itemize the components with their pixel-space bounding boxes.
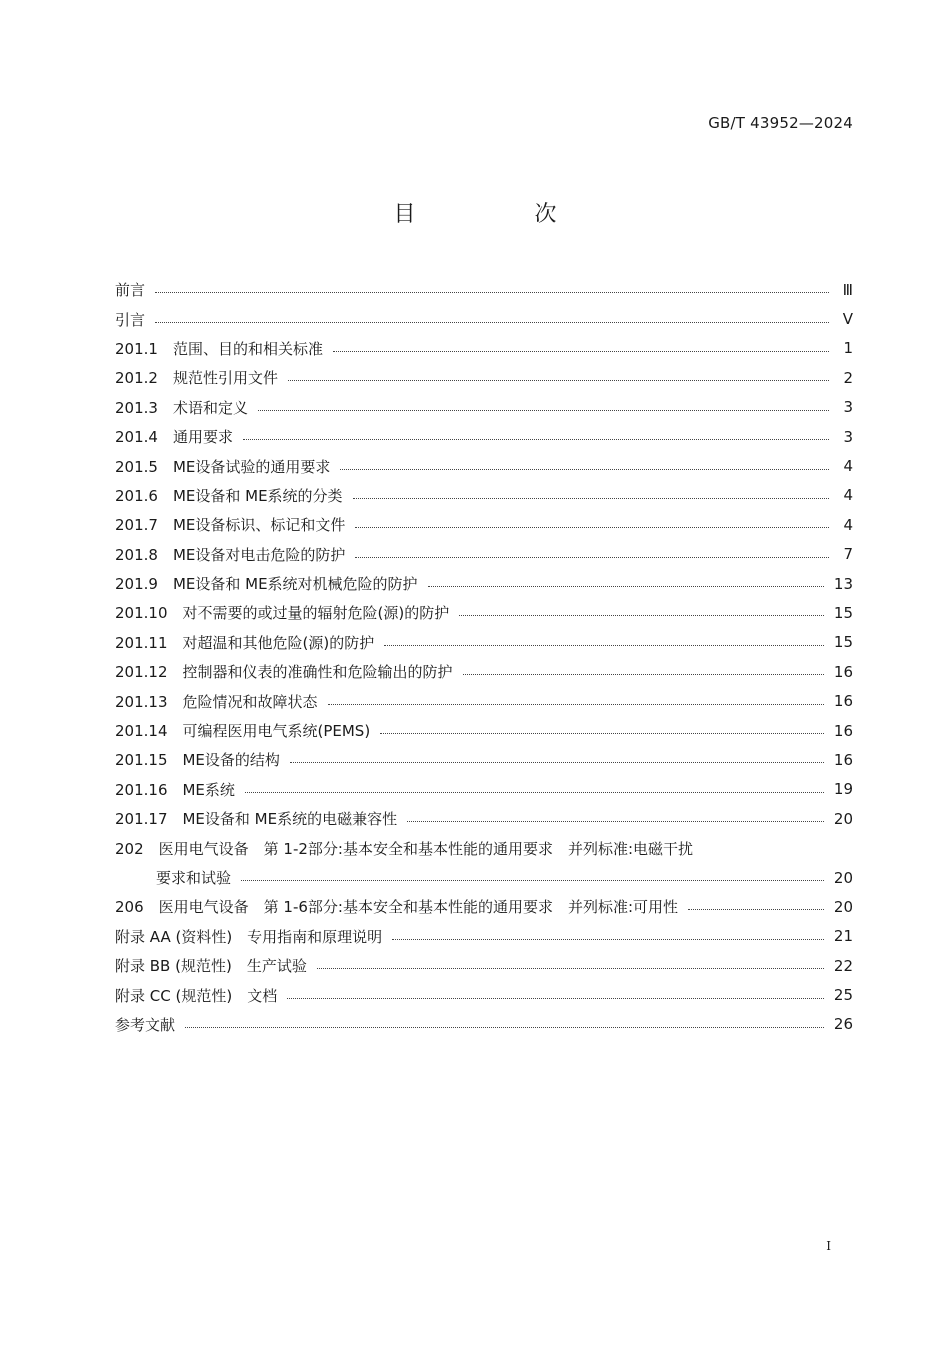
toc-title: 目 次: [393, 202, 613, 227]
toc-entry-page: 20: [833, 897, 853, 916]
dot-leader: [243, 439, 829, 440]
toc-entry-page: 15: [833, 633, 853, 652]
dot-leader: [288, 380, 829, 381]
dot-leader: [245, 792, 824, 793]
toc-entry-page: Ⅴ: [842, 310, 853, 329]
toc-entry[interactable]: [115, 628, 853, 657]
dot-leader: [317, 968, 824, 969]
toc-entry-label: 202 医用电气设备 第 1-2部分:基本安全和基本性能的通用要求 并列标准:电磁干扰: [115, 839, 694, 858]
toc-entry-page: 16: [833, 662, 853, 681]
toc-entry-label: 201.17 ME设备和 ME系统的电磁兼容性: [115, 810, 398, 829]
toc-entry-label: 201.10 对不需要的或过量的辐射危险(源)的防护: [115, 604, 450, 623]
toc-entry-page: 20: [833, 809, 853, 828]
toc-entry[interactable]: [115, 863, 853, 892]
toc-entry-page: 26: [833, 1015, 853, 1034]
toc-entry-label: 附录 CC (规范性) 文档: [115, 986, 278, 1005]
toc-entry-page: 15: [833, 603, 853, 622]
toc-entry[interactable]: [115, 393, 853, 422]
toc-entry[interactable]: [115, 892, 853, 921]
dot-leader: [384, 645, 824, 646]
dot-leader: [328, 704, 824, 705]
toc-entry[interactable]: [115, 922, 853, 951]
toc-entry-page: 7: [843, 545, 853, 564]
toc-entry-label: 参考文献: [115, 1015, 176, 1034]
toc-entry[interactable]: [115, 833, 853, 862]
toc-entry-page: 4: [843, 457, 853, 476]
dot-leader: [428, 586, 824, 587]
toc-entry-label: 要求和试验: [156, 869, 232, 887]
toc-entry-page: 4: [843, 486, 853, 505]
toc-entry-label: 201.14 可编程医用电气系统(PEMS): [115, 722, 371, 741]
toc-entry[interactable]: [115, 569, 853, 598]
toc-entry-label: 201.4 通用要求: [115, 428, 233, 447]
toc-entry-page: 1: [843, 339, 853, 358]
toc-entry[interactable]: [115, 657, 853, 686]
toc-entry[interactable]: [115, 804, 853, 833]
toc-entry-label: 201.15 ME设备的结构: [115, 751, 280, 770]
table-of-contents: [115, 275, 853, 1039]
toc-entry-page: 16: [833, 721, 853, 740]
dot-leader: [155, 322, 829, 323]
toc-entry-label: 201.1 范围、目的和相关标准: [115, 339, 323, 358]
toc-entry-label: 前言: [115, 281, 146, 300]
toc-entry-page: 2: [843, 368, 853, 387]
dot-leader: [340, 469, 829, 470]
toc-entry[interactable]: [115, 598, 853, 627]
dot-leader: [688, 909, 824, 910]
toc-entry-label: 附录 BB (规范性) 生产试验: [115, 957, 307, 976]
toc-entry[interactable]: [115, 745, 853, 774]
dot-leader: [290, 762, 824, 763]
toc-entry-label: 201.6 ME设备和 ME系统的分类: [115, 486, 343, 505]
dot-leader: [355, 527, 829, 528]
toc-entry-page: 3: [843, 427, 853, 446]
dot-leader: [459, 615, 824, 616]
toc-entry[interactable]: [115, 275, 853, 304]
toc-entry-page: Ⅲ: [842, 280, 853, 299]
toc-entry-page: 25: [833, 986, 853, 1005]
toc-entry-label: 201.5 ME设备试验的通用要求: [115, 457, 331, 476]
dot-leader: [185, 1027, 824, 1028]
toc-entry-label: 201.7 ME设备标识、标记和文件: [115, 516, 346, 535]
standard-number: GB/T 43952—2024: [708, 114, 853, 132]
dot-leader: [392, 939, 824, 940]
toc-entry[interactable]: [115, 451, 853, 480]
toc-entry-page: 4: [843, 515, 853, 534]
toc-entry-page: 16: [833, 692, 853, 711]
toc-entry-page: 3: [843, 398, 853, 417]
toc-entry-label: 引言: [115, 310, 146, 329]
toc-entry-page: 16: [833, 750, 853, 769]
dot-leader: [463, 674, 824, 675]
dot-leader: [155, 292, 829, 293]
toc-entry[interactable]: [115, 951, 853, 980]
toc-entry-page: 22: [833, 956, 853, 975]
toc-entry-page: 20: [833, 868, 853, 887]
dot-leader: [258, 410, 829, 411]
toc-entry[interactable]: [115, 481, 853, 510]
toc-entry-label: 201.9 ME设备和 ME系统对机械危险的防护: [115, 575, 418, 594]
dot-leader: [353, 498, 829, 499]
toc-entry[interactable]: [115, 686, 853, 715]
toc-entry[interactable]: [115, 363, 853, 392]
dot-leader: [407, 821, 824, 822]
dot-leader: [333, 351, 829, 352]
toc-entry-page: 19: [833, 780, 853, 799]
dot-leader: [287, 998, 824, 999]
toc-entry-label: 201.8 ME设备对电击危险的防护: [115, 545, 346, 564]
toc-entry[interactable]: [115, 775, 853, 804]
toc-entry[interactable]: [115, 334, 853, 363]
toc-entry-page: 21: [833, 927, 853, 946]
dot-leader: [241, 880, 824, 881]
footer-page-number: I: [826, 1239, 831, 1253]
toc-entry[interactable]: [115, 716, 853, 745]
toc-entry-page: 13: [833, 574, 853, 593]
toc-entry-label: 201.2 规范性引用文件: [115, 369, 278, 388]
toc-entry-label: 201.16 ME系统: [115, 780, 235, 799]
dot-leader: [355, 557, 829, 558]
toc-entry-label: 201.3 术语和定义: [115, 398, 248, 417]
toc-entry[interactable]: [115, 1010, 853, 1039]
toc-entry-label: 201.13 危险情况和故障状态: [115, 692, 318, 711]
toc-entry[interactable]: [115, 980, 853, 1009]
toc-entry[interactable]: [115, 540, 853, 569]
toc-entry[interactable]: [115, 304, 853, 333]
dot-leader: [380, 733, 824, 734]
toc-entry-label: 201.12 控制器和仪表的准确性和危险输出的防护: [115, 663, 453, 682]
toc-entry[interactable]: [115, 422, 853, 451]
toc-entry[interactable]: [115, 510, 853, 539]
toc-entry-label: 201.11 对超温和其他危险(源)的防护: [115, 633, 375, 652]
toc-entry-label: 206 医用电气设备 第 1-6部分:基本安全和基本性能的通用要求 并列标准:可用性: [115, 898, 679, 917]
toc-entry-label: 附录 AA (资料性) 专用指南和原理说明: [115, 927, 383, 946]
